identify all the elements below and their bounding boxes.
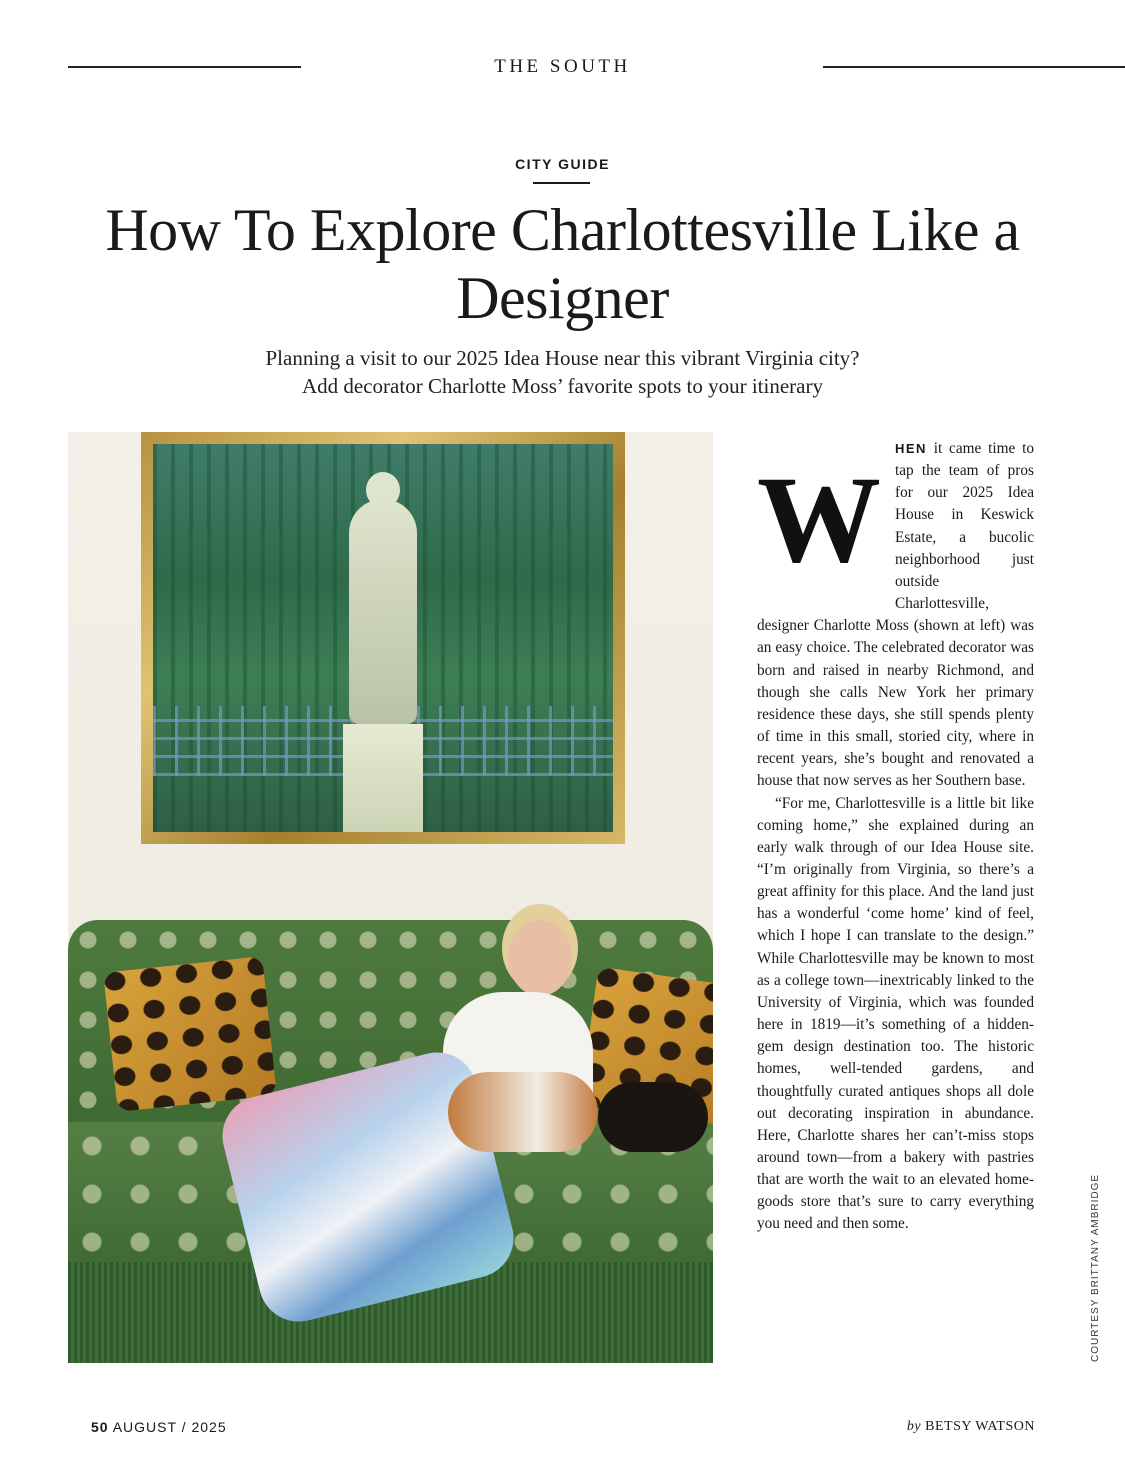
lead-in: HEN (895, 441, 927, 456)
paragraph-2: “For me, Charlottesville is a little bit like coming home,” she explained during an early walk through of our Idea House site. “I’m originally from Virginia, so there’s a great affinity for this place. And the land just has a wonderful ‘come home’ kind of feel, which I hope I can translate to the design.” While Charlottesville may be known to most as a college town—inextricably linked to the University of Virginia, which was founded here in 1819—it’s something of a hidden-gem design destination too. The historic homes, well-tended gardens, and thoughtfully curated antiques shops all dole out decorating inspiration in abundance. Here, Charlotte shares her can’t-miss stops around town—from a bakery with pastries that are worth the wait to an elevated home-goods store that’s sure to carry everything you need and then some. (757, 794, 1034, 1233)
leopard-pillow-left (103, 956, 277, 1112)
dek (60, 344, 1065, 400)
paragraph-1-text: it came time to tap the team of pros for our 2025 Idea House in Keswick Estate, a bucolic neighborhood just outside Charlottesville, designer Charlotte Moss (shown at left) was an easy choice. The celebrated decorator was born and raised in nearby Richmond, and though she calls New York her primary residence these days, she still spends plenty of time in this small, storied city, where in recent years, she’s bought and renovated a house that now serves as her Southern base. (757, 440, 1034, 790)
statue-pedestal (343, 724, 423, 832)
kicker: CITY GUIDE (515, 156, 610, 172)
dek-line-1: Planning a visit to our 2025 Idea House near this vibrant Virginia city? (265, 346, 860, 370)
drop-cap: W (757, 451, 881, 588)
issue-date: AUGUST / 2025 (112, 1419, 227, 1435)
byline (880, 1419, 1035, 1435)
header-rule-right (823, 66, 1125, 68)
article-body (757, 438, 1034, 1236)
dek-line-2: Add decorator Charlotte Moss’ favorite spots to your itinerary (302, 374, 823, 398)
section-title: THE SOUTH (494, 56, 631, 77)
black-dog (598, 1082, 708, 1152)
byline-by: by (906, 1419, 922, 1434)
kicker-underline (533, 182, 590, 184)
headline: How To Explore Charlottesville Like a Designer (105, 197, 1020, 331)
page-number: 50 (91, 1419, 109, 1435)
painting-frame (141, 432, 625, 844)
painting-canvas (153, 444, 613, 832)
paragraph-1 (757, 438, 1034, 793)
woman-head (508, 920, 572, 996)
byline-author: BETSY WATSON (925, 1419, 1035, 1434)
statue (349, 499, 417, 724)
spaniel-dog (448, 1072, 598, 1152)
photo-credit: COURTESY BRITTANY AMBRIDGE (1090, 1173, 1101, 1362)
feature-photo (68, 432, 713, 1363)
folio (91, 1419, 227, 1435)
